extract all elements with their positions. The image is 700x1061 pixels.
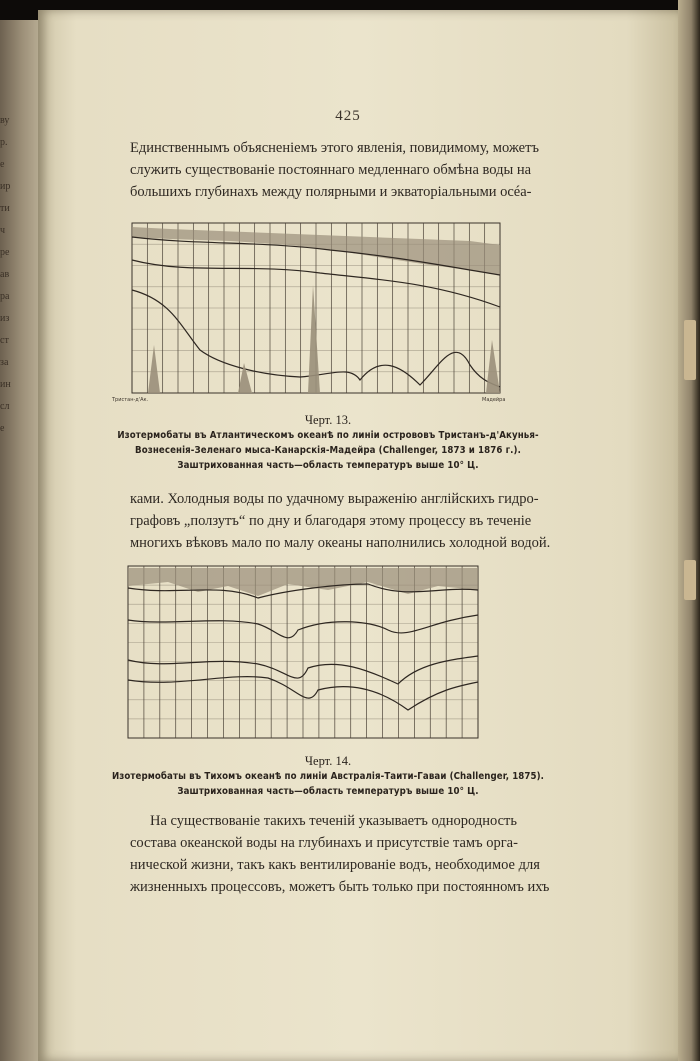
figure-14-label: Черт. 14.	[304, 754, 352, 768]
figure-14-caption	[78, 754, 578, 799]
island-profile	[148, 345, 160, 393]
text-line: ками. Холодныя воды по удачному выраженію англійскихъ гидро-	[130, 491, 539, 507]
page-stack-edge	[678, 0, 700, 1061]
facing-page-text-fragment: е	[0, 159, 5, 170]
facing-page-text-fragment: ин	[0, 379, 11, 390]
paragraph-3	[130, 810, 600, 898]
axis-label-right: Мадейра	[482, 397, 506, 403]
facing-page-text-fragment: за	[0, 357, 9, 368]
text-line: Единственнымъ объясненіемъ этого явленія, повидимому, можетъ	[130, 140, 539, 156]
text-line: графовъ „ползутъ“ по дну и благодаря этому процессу въ теченіе	[130, 513, 532, 529]
facing-page-text-fragment: ти	[0, 203, 10, 214]
text-line: служить существованіе постояннаго медленнаго обмѣна воды на	[130, 162, 532, 178]
text-line: На существованіе такихъ теченій указываетъ однородность	[150, 813, 517, 829]
facing-page-text-fragment: ре	[0, 247, 10, 258]
island-profile	[308, 285, 320, 393]
figure-14-isotherm-chart	[108, 560, 498, 750]
figure-13-isotherm-chart	[110, 215, 522, 405]
island-profile	[486, 340, 500, 393]
facing-page-text-fragment: р.	[0, 137, 8, 148]
facing-page-text-fragment: ра	[0, 291, 10, 302]
caption-line: Заштрихованная часть—область температуръ выше 10° Ц.	[177, 786, 479, 797]
paragraph-1	[130, 137, 600, 203]
facing-page-text-fragment: ст	[0, 335, 9, 346]
figure-13-caption	[88, 413, 568, 473]
axis-label-left: Тристан-д'Ак.	[112, 397, 149, 403]
facing-page-text-fragment: сл	[0, 401, 10, 412]
facing-page-text-fragment: ч	[0, 225, 6, 236]
caption-line: Вознесенія-Зеленаго мыса-Канарскія-Мадейра (Challenger, 1873 и 1876 г.).	[135, 445, 521, 456]
facing-page-text-fragment: ву	[0, 115, 10, 126]
facing-page-text-fragment: из	[0, 313, 10, 324]
page-number: 425	[335, 108, 361, 124]
text-line: большихъ глубинахъ между полярными и экваторіальными océа-	[130, 184, 532, 200]
paragraph-2	[130, 488, 600, 554]
paper-tab	[684, 560, 696, 600]
text-line: состава океанской воды на глубинахъ и присутствіе тамъ орга-	[130, 835, 518, 851]
text-line: жизненныхъ процессовъ, можетъ быть только при постоянномъ ихъ	[130, 879, 550, 895]
facing-page-text-fragment: ир	[0, 181, 11, 192]
text-line: нической жизни, такъ какъ вентилированіе водъ, необходимое для	[130, 857, 540, 873]
caption-line: Изотермобаты въ Атлантическомъ океанѣ по линіи острововъ Тристанъ-д'Акунья-	[117, 430, 539, 441]
facing-page-text-fragment: е	[0, 423, 5, 434]
caption-line: Изотермобаты въ Тихомъ океанѣ по линіи Австралія-Таити-Гаваи (Challenger, 1875).	[111, 771, 545, 782]
facing-page-edge	[0, 20, 40, 1061]
book-page	[38, 10, 678, 1061]
paper-tab	[684, 320, 696, 380]
caption-line: Заштрихованная часть—область температуръ выше 10° Ц.	[177, 460, 479, 471]
text-line: многихъ вѣковъ мало по малу океаны наполнились холодной водой.	[130, 535, 551, 551]
facing-page-text-fragment: ав	[0, 269, 10, 280]
figure-13-label: Черт. 13.	[304, 413, 352, 427]
